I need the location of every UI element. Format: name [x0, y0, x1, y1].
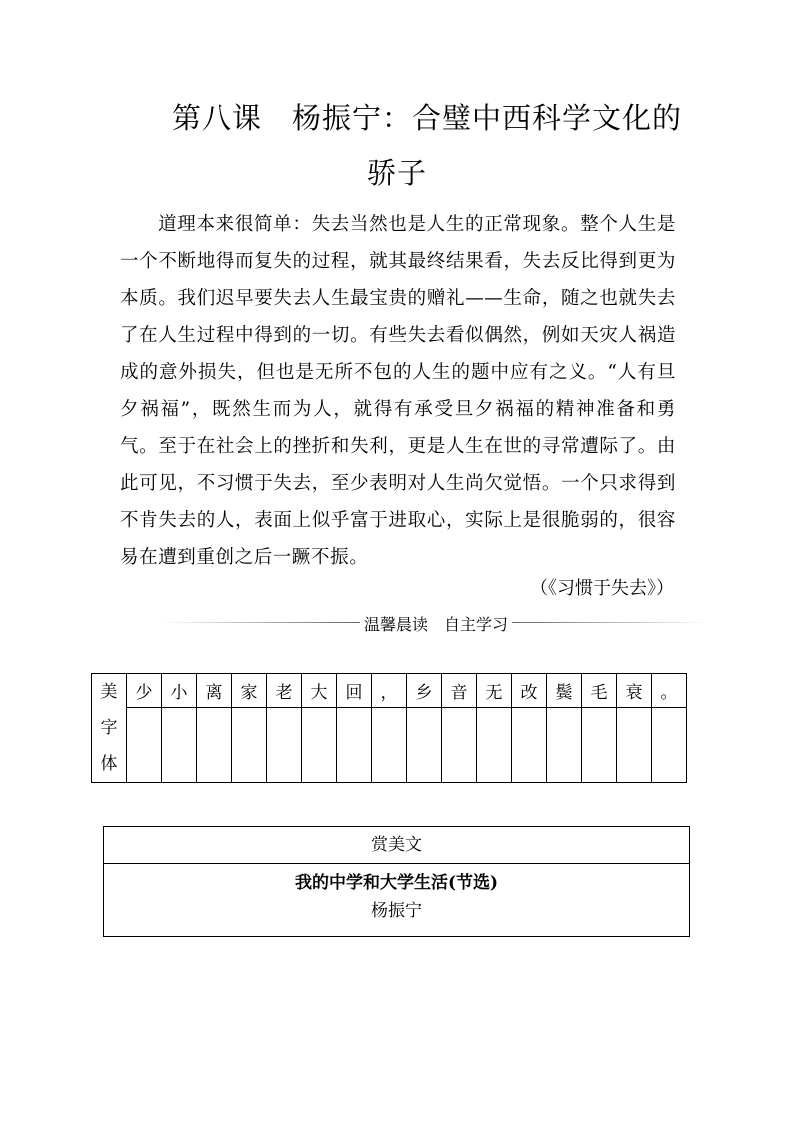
- calligraphy-practice-cell: [127, 708, 162, 783]
- section-divider-label: 温馨晨读 自主学习: [360, 612, 512, 635]
- calligraphy-char-cell: 鬓: [547, 674, 582, 708]
- calligraphy-practice-cell: [337, 708, 372, 783]
- reading-box: [103, 826, 690, 937]
- calligraphy-char-cell: 回: [337, 674, 372, 708]
- calligraphy-char-cell: 离: [197, 674, 232, 708]
- calligraphy-practice-cell: [232, 708, 267, 783]
- divider-line-left: [160, 622, 360, 623]
- calligraphy-char-cell: 毛: [582, 674, 617, 708]
- passage-text: 道理本来很简单：失去当然也是人生的正常现象。整个人生是一个不断地得而复失的过程，就其最终结果看，失去反比得到更为本质。我们迟早要失去人生最宝贵的赠礼——生命，随之也就失去了在人生过程中得到的一切。有些失去看似偶然，例如天灾人祸造成的意外损失，但也是无所不包的人生的题中应有之义。“人有旦夕祸福”，既然生而为人，就得有承受旦夕祸福的精神准备和勇气。至于在社会上的挫折和失利，更是人生在世的寻常遭际了。由此可见，不习惯于失去，至少表明对人生尚欠觉悟。一个只求得到不肯失去的人，表面上似乎富于进取心，实际上是很脆弱的，很容易在遭到重创之后一蹶不振。: [120, 214, 676, 568]
- calligraphy-char-cell: 老: [267, 674, 302, 708]
- calligraphy-table: [91, 673, 687, 783]
- calligraphy-practice-cell: [267, 708, 302, 783]
- calligraphy-row-header-text: 美 字 体: [100, 682, 118, 774]
- lesson-title-line1: 第八课 杨振宁：合璧中西科学文化的: [171, 101, 682, 135]
- calligraphy-practice-cell: [162, 708, 197, 783]
- calligraphy-practice-cell: [547, 708, 582, 783]
- calligraphy-char-cell: ，: [372, 674, 407, 708]
- calligraphy-char-cell: 。: [652, 674, 687, 708]
- calligraphy-char-cell: 少: [127, 674, 162, 708]
- calligraphy-char-cell: 无: [477, 674, 512, 708]
- passage-source: （《习惯于失去》）: [530, 578, 674, 599]
- calligraphy-char-cell: 大: [302, 674, 337, 708]
- calligraphy-row-header: [92, 674, 127, 783]
- calligraphy-practice-cell: [372, 708, 407, 783]
- reading-header: 赏美文: [104, 827, 689, 864]
- calligraphy-practice-cell: [582, 708, 617, 783]
- calligraphy-practice-cell: [197, 708, 232, 783]
- calligraphy-char-cell: 改: [512, 674, 547, 708]
- calligraphy-char-cell: 衰: [617, 674, 652, 708]
- calligraphy-practice-cell: [512, 708, 547, 783]
- calligraphy-char-cell: 家: [232, 674, 267, 708]
- calligraphy-char-cell: 小: [162, 674, 197, 708]
- calligraphy-practice-cell: [477, 708, 512, 783]
- passage: [120, 206, 676, 576]
- section-divider: [160, 612, 710, 634]
- calligraphy-char-cell: 音: [442, 674, 477, 708]
- calligraphy-practice-cell: [442, 708, 477, 783]
- calligraphy-char-cell: 乡: [407, 674, 442, 708]
- divider-line-right: [510, 622, 710, 623]
- calligraphy-practice-cell: [302, 708, 337, 783]
- calligraphy-practice-cell: [652, 708, 687, 783]
- calligraphy-practice-cell: [617, 708, 652, 783]
- reading-author: 杨振宁: [371, 901, 422, 921]
- calligraphy-practice-cell: [407, 708, 442, 783]
- lesson-title-line2: 骄子: [366, 156, 427, 190]
- reading-title: 我的中学和大学生活(节选): [294, 873, 499, 893]
